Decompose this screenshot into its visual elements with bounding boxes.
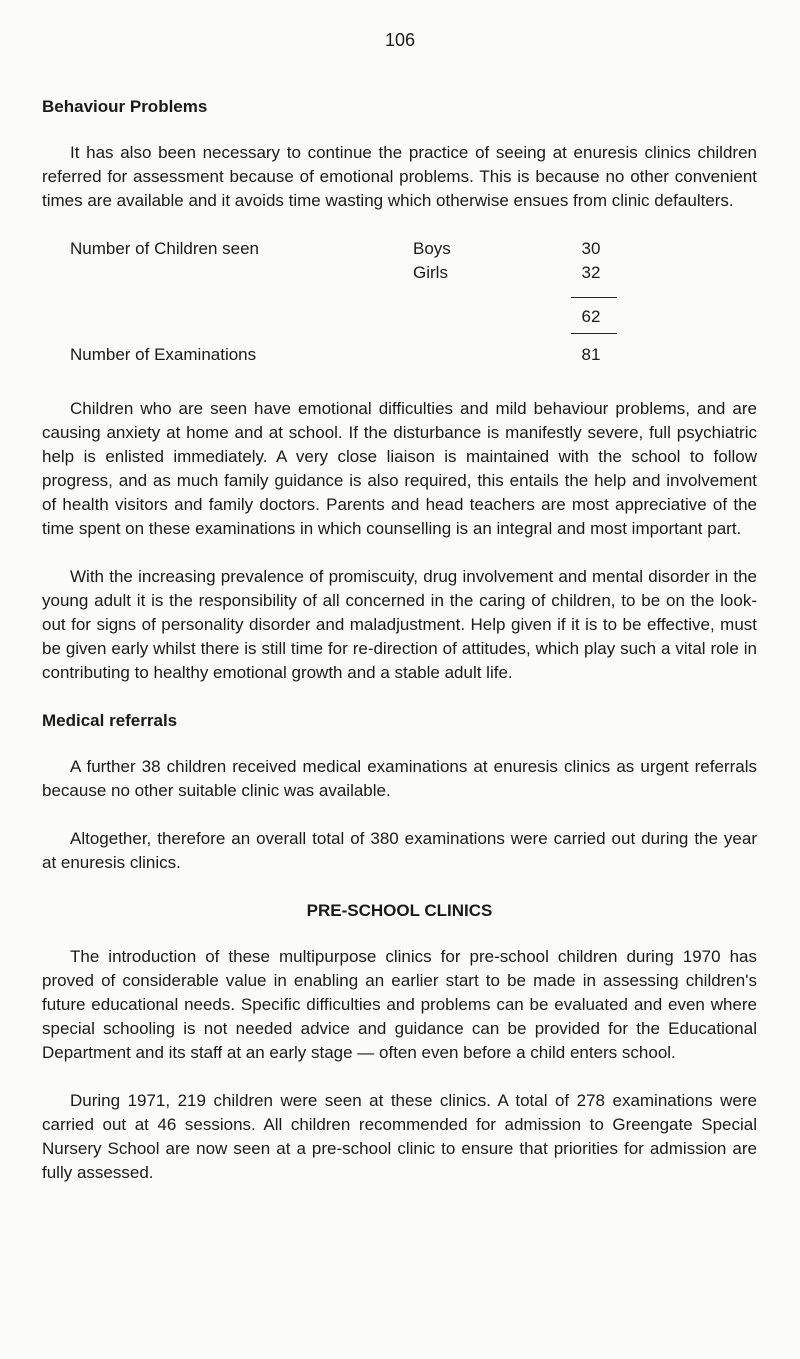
medical-paragraph-1: A further 38 children received medical examinations at enuresis clinics as urgent referrals because no other suitable clinic was available. [42,757,757,800]
behaviour-paragraph-2: Children who are seen have emotional difficulties and mild behaviour problems, and are causing anxiety at home and at school. If the disturbance is manifestly severe, full psychiatric help is enlisted immediately. A very close liaison is maintained with the school to follow progress, and as much family guidance is also required, this entails the help and involvement of health visitors and family doctors. Parents and head teachers are most appreciative of the time spent on these examinations in which counselling is an integral and most important part. [42,399,757,538]
girls-label: Girls [413,263,448,282]
preschool-paragraph-1: The introduction of these multipurpose clinics for pre-school children during 1970 has proved of considerable value in enabling an earlier start to be made in assessing children's future educational needs. Specific difficulties and problems can be evaluated and even where special schooling is not needed advice and guidance can be provided for the Educational Department and its staff at an early stage — often even before a child enters school. [42,947,757,1062]
total-value: 62 [581,307,601,326]
page-number: 106 [384,30,416,50]
behaviour-problems-heading: Behaviour Problems [42,97,208,116]
boys-label: Boys [413,239,451,258]
examinations-value: 81 [581,345,601,364]
subtotal-rule [571,297,617,298]
medical-paragraph-2: Altogether, therefore an overall total of 380 examinations were carried out during the year at enuresis clinics. [42,829,757,872]
children-seen-label: Number of Children seen [70,239,259,258]
behaviour-intro-paragraph: It has also been necessary to continue the practice of seeing at enuresis clinics children referred for assessment because of emotional problems. This is because no other convenient times are available and it avoids time wasting which otherwise ensues from clinic defaulters. [42,143,757,210]
preschool-paragraph-2: During 1971, 219 children were seen at these clinics. A total of 278 examinations were carried out at 46 sessions. All children recommended for admission to Greengate Special Nursery School are now seen at a pre-school clinic to ensure that priorities for admission are fully assessed. [42,1091,757,1182]
examinations-label: Number of Examinations [70,345,257,364]
behaviour-paragraph-3: With the increasing prevalence of promiscuity, drug involvement and mental disorder in the young adult it is the responsibility of all concerned in the caring of children, to be on the look-out for signs of personality disorder and maladjustment. Help given if it is to be effective, must be given early whilst there is still time for re-direction of attitudes, which play such a vital role in contributing to healthy emotional growth and a stable adult life. [42,567,757,682]
medical-referrals-heading: Medical referrals [42,711,178,730]
girls-value: 32 [581,263,601,282]
preschool-clinics-heading: PRE-SCHOOL CLINICS [306,901,493,920]
boys-value: 30 [581,239,601,258]
page-content [42,95,757,1209]
total-rule [571,333,617,334]
children-seen-table [42,237,757,377]
